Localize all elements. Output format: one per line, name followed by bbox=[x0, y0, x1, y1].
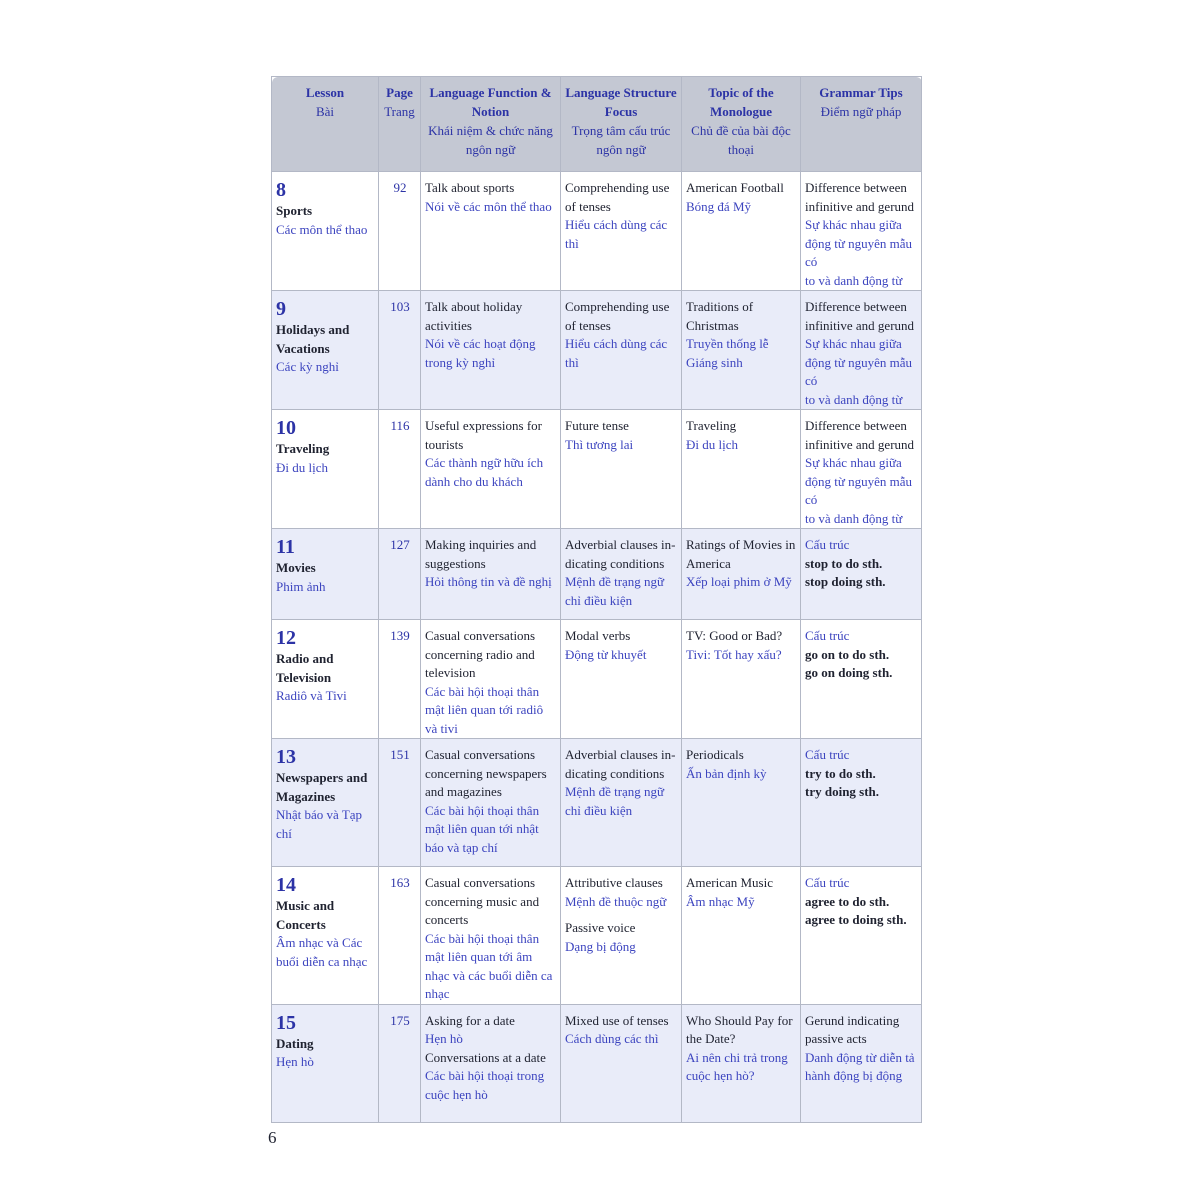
header-grammar bbox=[801, 77, 922, 172]
topic-cell bbox=[682, 620, 801, 739]
structure-line: Thì tương lai bbox=[565, 436, 634, 452]
grammar-line: to và danh động từ bbox=[805, 272, 903, 288]
structure-line: Comprehending use of tenses bbox=[565, 299, 670, 333]
grammar-line: to và danh động từ bbox=[805, 510, 903, 526]
table-row bbox=[272, 291, 922, 410]
topic-line: Xếp loại phim ở Mỹ bbox=[686, 574, 792, 589]
lesson-cell bbox=[272, 291, 379, 410]
lesson-number: 13 bbox=[276, 746, 296, 768]
topic-line: Đi du lịch bbox=[686, 436, 738, 452]
lesson-cell bbox=[272, 529, 379, 620]
function-line: Casual conversations concerning radio and television bbox=[425, 628, 536, 680]
header-page bbox=[379, 77, 421, 172]
function-cell bbox=[421, 867, 561, 1005]
lesson-cell bbox=[272, 410, 379, 529]
header-lesson bbox=[272, 77, 379, 172]
grammar-line: stop doing sth. bbox=[805, 574, 886, 589]
lesson-title: Movies bbox=[276, 560, 316, 575]
lesson-cell bbox=[272, 620, 379, 739]
lesson-title: Sports bbox=[276, 203, 313, 218]
structure-cell bbox=[561, 529, 682, 620]
contents-table bbox=[271, 76, 922, 1123]
topic-line: Tivi: Tốt hay xấu? bbox=[686, 646, 782, 662]
grammar-cell bbox=[801, 620, 922, 739]
function-line: Talk about sports bbox=[425, 180, 515, 195]
structure-line: Mệnh đề trạng ngữ chỉ điều kiện bbox=[565, 784, 665, 818]
topic-line: Ratings of Movies in America bbox=[686, 537, 796, 571]
topic-line: Âm nhạc Mỹ bbox=[686, 893, 755, 909]
structure-line: Hiểu cách dùng các thì bbox=[565, 217, 668, 251]
topic-cell bbox=[682, 291, 801, 410]
function-line: Making inquiries and suggestions bbox=[425, 537, 537, 571]
grammar-cell bbox=[801, 410, 922, 529]
topic-line: Traveling bbox=[686, 418, 737, 433]
lesson-title-vi: Hẹn hò bbox=[276, 1054, 314, 1069]
page-cell: 116 bbox=[379, 410, 421, 529]
grammar-cell bbox=[801, 739, 922, 867]
grammar-line: Sự khác nhau giữa động từ nguyên mẫu có bbox=[805, 217, 913, 269]
function-line: Các thành ngữ hữu ích dành cho du khách bbox=[425, 455, 544, 489]
header-structure-vi: Trọng tâm cấu trúc ngôn ngữ bbox=[571, 123, 671, 157]
table-row bbox=[272, 739, 922, 867]
structure-line: Hiểu cách dùng các thì bbox=[565, 336, 668, 370]
page-cell: 175 bbox=[379, 1004, 421, 1122]
topic-cell bbox=[682, 867, 801, 1005]
topic-line: Ấn bản định kỳ bbox=[686, 765, 767, 781]
grammar-line: Sự khác nhau giữa động từ nguyên mẫu có bbox=[805, 455, 913, 507]
topic-line: Traditions of Christmas bbox=[686, 299, 754, 333]
page-cell: 103 bbox=[379, 291, 421, 410]
grammar-line: try doing sth. bbox=[805, 784, 880, 799]
structure-line: Mệnh đề thuộc ngữ bbox=[565, 893, 667, 909]
structure-line: Mixed use of tenses bbox=[565, 1012, 669, 1028]
lesson-title: Radio and Television bbox=[276, 651, 334, 685]
structure-line: Adverbial clauses in-dicating conditions bbox=[565, 537, 676, 571]
lesson-cell bbox=[272, 739, 379, 867]
page-cell: 92 bbox=[379, 172, 421, 291]
header-grammar-vi: Điểm ngữ pháp bbox=[820, 104, 902, 119]
header-topic bbox=[682, 77, 801, 172]
grammar-line: agree to do sth. bbox=[805, 893, 890, 909]
topic-line: Bóng đá Mỹ bbox=[686, 198, 751, 214]
topic-cell bbox=[682, 410, 801, 529]
grammar-line: Danh động từ diễn tả hành động bị động bbox=[805, 1049, 915, 1083]
table-row bbox=[272, 1004, 922, 1122]
topic-line: Truyền thống lễ Giáng sinh bbox=[686, 336, 769, 370]
header-topic-vi: Chủ đề của bài độc thoại bbox=[691, 123, 791, 157]
grammar-line: Difference between infinitive and gerund bbox=[805, 180, 915, 214]
header-lesson-vi: Bài bbox=[315, 104, 335, 119]
function-cell bbox=[421, 1004, 561, 1122]
function-line: Các bài hội thoại thân mật liên quan tới nhật báo và tạp chí bbox=[425, 802, 540, 855]
grammar-cell bbox=[801, 1004, 922, 1122]
lesson-title: Dating bbox=[276, 1035, 314, 1051]
function-line: Hỏi thông tin và đề nghị bbox=[425, 574, 552, 589]
grammar-cell bbox=[801, 172, 922, 291]
lesson-number: 12 bbox=[276, 627, 296, 649]
header-grammar-en: Grammar Tips bbox=[819, 85, 903, 100]
table-row bbox=[272, 172, 922, 291]
table-row bbox=[272, 410, 922, 529]
header-function bbox=[421, 77, 561, 172]
lesson-number: 14 bbox=[276, 874, 296, 896]
structure-cell bbox=[561, 291, 682, 410]
lesson-title-vi: Các môn thể thao bbox=[276, 221, 368, 237]
lesson-number: 11 bbox=[276, 536, 295, 558]
function-cell bbox=[421, 529, 561, 620]
header-structure-en: Language Structure Focus bbox=[565, 85, 677, 119]
structure-cell bbox=[561, 172, 682, 291]
structure-cell bbox=[561, 867, 682, 1005]
function-cell bbox=[421, 739, 561, 867]
table-row bbox=[272, 529, 922, 620]
grammar-line: to và danh động từ bbox=[805, 391, 903, 407]
lesson-title: Newspapers and Magazines bbox=[276, 770, 368, 804]
function-line: Casual conversations concerning music and concerts bbox=[425, 875, 540, 927]
function-line: Talk about holiday activities bbox=[425, 299, 523, 333]
function-line: Nói về các hoạt động trong kỳ nghỉ bbox=[425, 336, 536, 370]
function-cell bbox=[421, 172, 561, 291]
lesson-title-vi: Đi du lịch bbox=[276, 459, 328, 475]
lesson-title-vi: Các kỳ nghỉ bbox=[276, 359, 339, 374]
lesson-number: 9 bbox=[276, 298, 286, 320]
table-row bbox=[272, 620, 922, 739]
table-body bbox=[272, 172, 922, 1123]
lesson-number: 15 bbox=[276, 1011, 296, 1034]
function-line: Asking for a date bbox=[425, 1012, 515, 1028]
grammar-cell bbox=[801, 529, 922, 620]
function-line: Hẹn hò bbox=[425, 1031, 463, 1046]
table-row bbox=[272, 867, 922, 1005]
grammar-line: Sự khác nhau giữa động từ nguyên mẫu có bbox=[805, 336, 913, 388]
topic-line: American Music bbox=[686, 875, 774, 890]
grammar-line: Difference between infinitive and gerund bbox=[805, 418, 915, 452]
grammar-line: Cấu trúc bbox=[805, 628, 850, 643]
page-cell: 151 bbox=[379, 739, 421, 867]
lesson-title: Music and Concerts bbox=[276, 898, 335, 932]
structure-line: Modal verbs bbox=[565, 628, 631, 643]
topic-cell bbox=[682, 1004, 801, 1122]
structure-line: Động từ khuyết bbox=[565, 646, 647, 662]
structure-line: Adverbial clauses in-dicating conditions bbox=[565, 747, 676, 781]
topic-cell bbox=[682, 529, 801, 620]
function-cell bbox=[421, 291, 561, 410]
structure-line: Dạng bị động bbox=[565, 938, 636, 954]
topic-cell bbox=[682, 739, 801, 867]
lesson-number: 8 bbox=[276, 179, 286, 201]
grammar-line: Cấu trúc bbox=[805, 875, 850, 890]
header-lesson-en: Lesson bbox=[305, 85, 345, 100]
structure-line: Mệnh đề trạng ngữ chỉ điều kiện bbox=[565, 574, 665, 608]
structure-line: Attributive clauses bbox=[565, 875, 663, 890]
structure-cell bbox=[561, 1004, 682, 1122]
topic-cell bbox=[682, 172, 801, 291]
topic-line: TV: Good or Bad? bbox=[686, 628, 783, 643]
grammar-line: stop to do sth. bbox=[805, 555, 883, 571]
page-cell: 163 bbox=[379, 867, 421, 1005]
grammar-line: go on to do sth. bbox=[805, 646, 890, 662]
lesson-cell bbox=[272, 867, 379, 1005]
header-topic-en: Topic of the Monologue bbox=[708, 85, 774, 119]
topic-line: American Football bbox=[686, 180, 784, 195]
lesson-number: 10 bbox=[276, 417, 296, 439]
grammar-cell bbox=[801, 867, 922, 1005]
grammar-line: Cấu trúc bbox=[805, 537, 850, 552]
function-line: Nói về các môn thể thao bbox=[425, 198, 552, 214]
function-cell bbox=[421, 620, 561, 739]
page-cell: 127 bbox=[379, 529, 421, 620]
grammar-line: Cấu trúc bbox=[805, 747, 850, 762]
function-line: Các bài hội thoại thân mật liên quan tới radiô và tivi bbox=[425, 683, 544, 736]
lesson-cell bbox=[272, 1004, 379, 1122]
structure-cell bbox=[561, 739, 682, 867]
header-structure bbox=[561, 77, 682, 172]
lesson-title-vi: Âm nhạc và Các buổi diễn ca nhạc bbox=[276, 935, 368, 969]
lesson-title: Holidays and Vacations bbox=[276, 322, 350, 356]
function-line: Các bài hội thoại trong cuộc hẹn hò bbox=[425, 1068, 545, 1102]
header-page-vi: Trang bbox=[384, 104, 415, 119]
function-line: Useful expressions for tourists bbox=[425, 418, 542, 452]
structure-line: Cách dùng các thì bbox=[565, 1031, 659, 1046]
structure-cell bbox=[561, 410, 682, 529]
structure-line: Comprehending use of tenses bbox=[565, 180, 670, 214]
lesson-title: Traveling bbox=[276, 441, 330, 456]
topic-line: Who Should Pay for the Date? bbox=[686, 1012, 793, 1046]
structure-cell bbox=[561, 620, 682, 739]
function-line: Casual conversations concerning newspapers and magazines bbox=[425, 747, 547, 799]
topic-line: Ai nên chi trả trong cuộc hẹn hò? bbox=[686, 1049, 788, 1083]
header-function-vi: Khái niệm & chức năng ngôn ngữ bbox=[428, 123, 553, 157]
lesson-cell bbox=[272, 172, 379, 291]
header-page-en: Page bbox=[386, 85, 413, 100]
page-cell: 139 bbox=[379, 620, 421, 739]
lesson-title-vi: Phim ảnh bbox=[276, 578, 326, 594]
function-line: Các bài hội thoại thân mật liên quan tới âm nhạc và các buổi diễn ca nhạc bbox=[425, 930, 553, 1001]
lesson-title-vi: Nhật báo và Tạp chí bbox=[276, 807, 363, 841]
function-cell bbox=[421, 410, 561, 529]
grammar-line: agree to doing sth. bbox=[805, 912, 907, 927]
table-header bbox=[272, 77, 922, 172]
grammar-cell bbox=[801, 291, 922, 410]
structure-line: Passive voice bbox=[565, 920, 636, 935]
grammar-line: try to do sth. bbox=[805, 765, 876, 781]
grammar-line: go on doing sth. bbox=[805, 665, 893, 680]
page-number: 6 bbox=[268, 1128, 277, 1147]
topic-line: Periodicals bbox=[686, 747, 744, 762]
header-function-en: Language Function & Notion bbox=[429, 85, 552, 119]
structure-line: Future tense bbox=[565, 418, 629, 433]
grammar-line: Difference between infinitive and gerund bbox=[805, 299, 915, 333]
grammar-line: Gerund indicating passive acts bbox=[805, 1012, 900, 1046]
lesson-title-vi: Radiô và Tivi bbox=[276, 688, 347, 703]
function-line: Conversations at a date bbox=[425, 1049, 546, 1065]
